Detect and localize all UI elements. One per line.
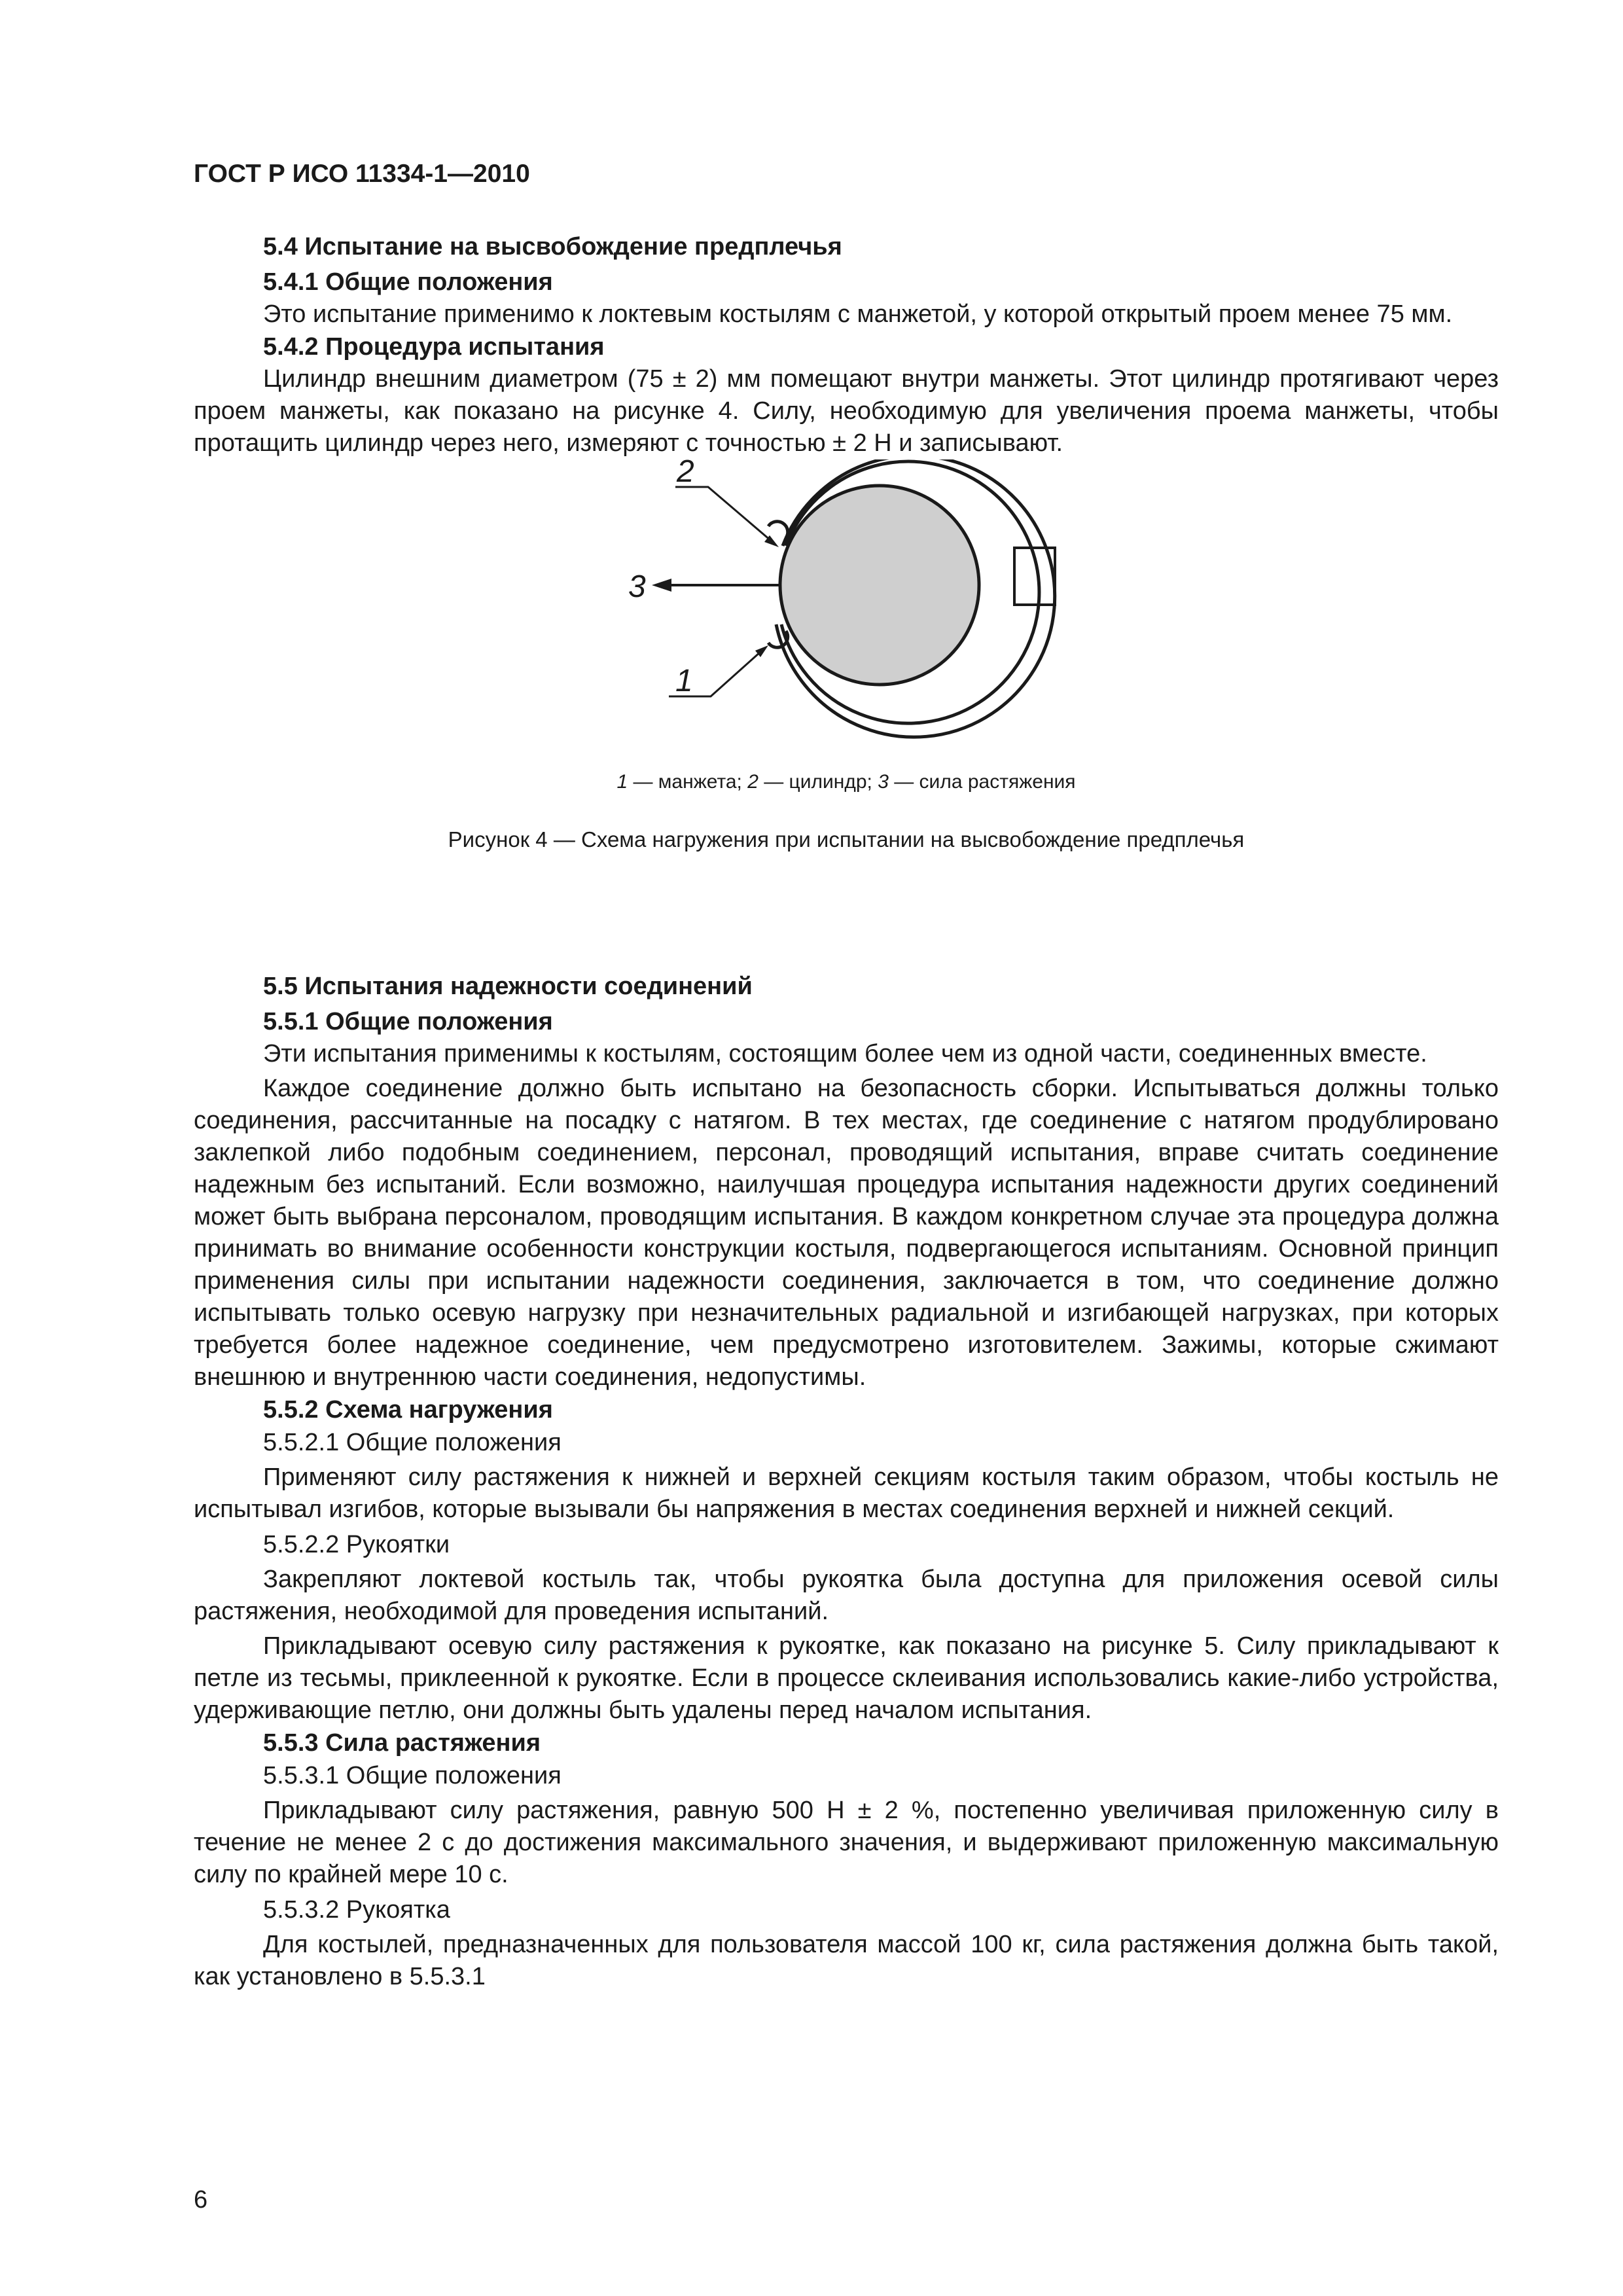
- section-5-5-2-2-title: 5.5.2.2 Рукоятки: [263, 1531, 450, 1558]
- page-number: 6: [194, 2186, 208, 2214]
- section-5-4-title: 5.4 Испытание на высвобождение предплечья: [263, 233, 842, 260]
- section-5-5-1-p1: Эти испытания применимы к костылям, состоящим более чем из одной части, соединенных вместе.: [263, 1040, 1427, 1067]
- figure-label-1: 1: [675, 664, 693, 698]
- section-5-5-3-2-text: Для костылей, предназначенных для пользователя массой 100 кг, сила растяжения должна быть такой, как установлено в 5.5.3.1: [194, 1931, 1499, 1990]
- figure-4-caption: Рисунок 4 — Схема нагружения при испытании на высвобождение предплечья: [448, 827, 1245, 852]
- section-5-5-3-1-title: 5.5.3.1 Общие положения: [263, 1762, 562, 1789]
- section-5-5-2-title: 5.5.2 Схема нагружения: [263, 1396, 553, 1424]
- section-5-5-1-title: 5.5.1 Общие положения: [263, 1008, 553, 1035]
- document-header: ГОСТ Р ИСО 11334-1—2010: [194, 160, 530, 188]
- figure-4-legend: 1 — манжета; 2 — цилиндр; 3 — сила растяжения: [616, 771, 1076, 793]
- figure-label-3: 3: [628, 569, 646, 604]
- section-5-5-3-title: 5.5.3 Сила растяжения: [263, 1729, 541, 1757]
- force-arrow-head: [652, 579, 671, 592]
- section-5-5-3-2-title: 5.5.3.2 Рукоятка: [263, 1896, 450, 1924]
- figure-label-2: 2: [677, 459, 694, 489]
- section-5-5-2-1-text: Применяют силу растяжения к нижней и верхней секциям костыля таким образом, чтобы костыль не испытывал изгибов, которые вызывали бы напряжения в местах соединения верхней и нижней секций.: [194, 1463, 1499, 1523]
- section-5-5-2-2-p2: Прикладывают осевую силу растяжения к рукоятке, как показано на рисунке 5. Силу прикладывают к петле из тесьмы, приклеенной к рукоятке. Если в процессе склеивания использовались какие-либо устройства, удерживающие петлю, они должны быть удалены перед началом испытания.: [194, 1632, 1499, 1724]
- cylinder-shape: [780, 486, 979, 685]
- section-5-5-1-p2: Каждое соединение должно быть испытано на безопасность сборки. Испытываться должны только соединения, рассчитанные на посадку с натягом. В тех местах, где соединение с натягом продублировано заклепкой либо подобным соединением, персонал, проводящий испытания, вправе считать соединение надежным без испытаний. Если возможно, наилучшая процедура испытания надежности других соединений может быть выбрана персоналом, проводящим испытания. В каждом конкретном случае эта процедура должна принимать во внимание особенности конструкции костыля, подвергающегося испытаниям. Основной принцип применения силы при испытании надежности соединения, заключается в том, что соединение должно испытывать только осевую нагрузку при незначительных радиальной и изгибающей нагрузках, при которых требуется более надежное соединение, чем предусмотрено изготовителем. Зажимы, которые сжимают внешнюю и внутреннюю части соединения, недопустимы.: [194, 1075, 1499, 1391]
- section-5-4-1-text: Это испытание применимо к локтевым костылям с манжетой, у которой открытый проем менее 75 мм.: [263, 300, 1453, 328]
- figure-4: [194, 459, 1499, 970]
- figure-4-diagram: [194, 459, 1499, 761]
- section-5-5-3-1-text: Прикладывают силу растяжения, равную 500 Н ± 2 %, постепенно увеличивая приложенную силу в течение не менее 2 с до достижения максимального значения, и выдерживают приложенную максимальную силу по крайней мере 10 с.: [194, 1797, 1499, 1888]
- section-5-5-2-1-title: 5.5.2.1 Общие положения: [263, 1429, 562, 1456]
- page-content: [194, 230, 1499, 1993]
- section-5-4-1-title: 5.4.1 Общие положения: [263, 268, 553, 296]
- section-5-5-2-2-p1: Закрепляют локтевой костыль так, чтобы рукоятка была доступна для приложения осевой силы растяжения, необходимой для проведения испытаний.: [194, 1566, 1499, 1625]
- section-5-4-2-text: Цилиндр внешним диаметром (75 ± 2) мм помещают внутри манжеты. Этот цилиндр протягивают через проем манжеты, как показано на рисунке 4. Силу, необходимую для увеличения проема манжеты, чтобы протащить цилиндр через него, измеряют с точностью ± 2 Н и записывают.: [194, 365, 1499, 457]
- section-5-5-title: 5.5 Испытания надежности соединений: [263, 973, 753, 1000]
- section-5-4-2-title: 5.4.2 Процедура испытания: [263, 333, 605, 361]
- leader-2: [675, 487, 771, 541]
